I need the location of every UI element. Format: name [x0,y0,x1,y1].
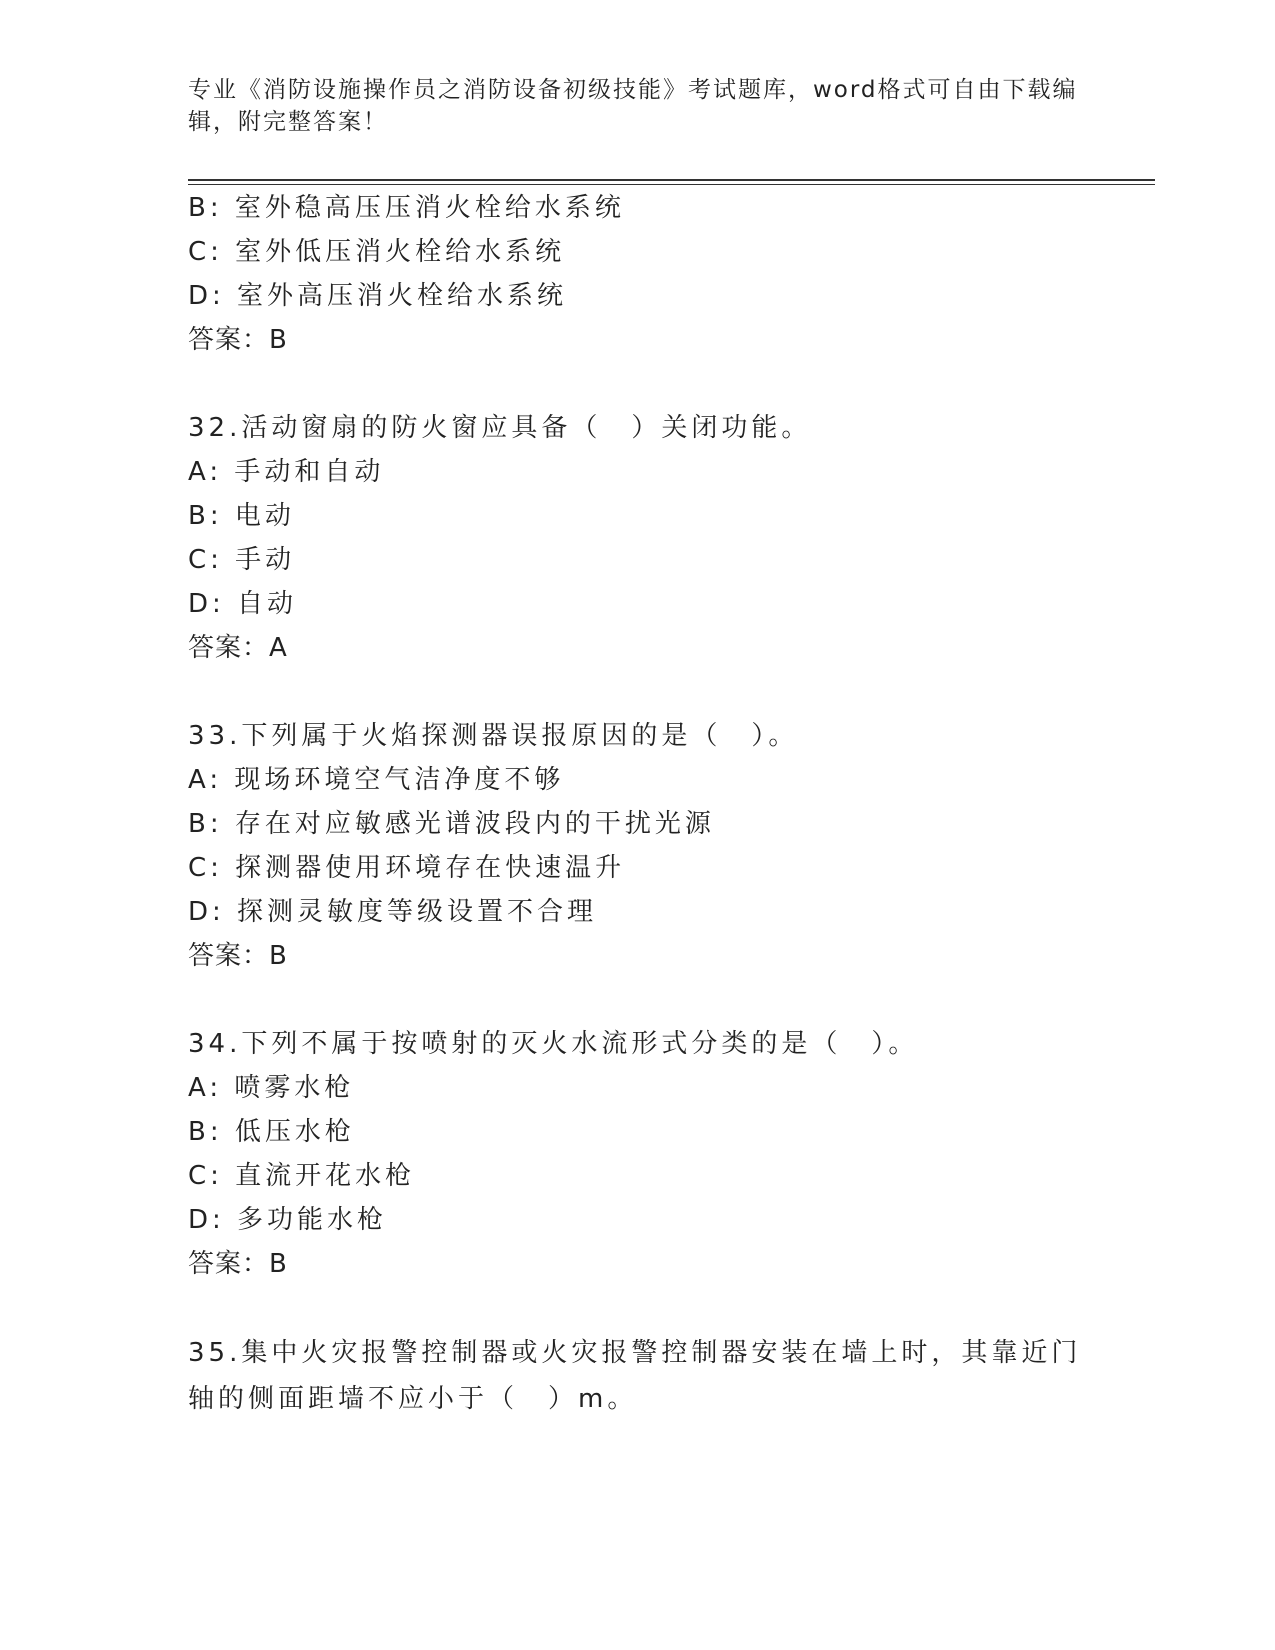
q31-option-b: B: 室外稳高压压消火栓给水系统 [188,193,625,223]
q32-answer: 答案：A [188,633,288,663]
header-divider-thin [188,184,1155,185]
q32-option-d: D: 自动 [188,589,298,619]
q32-option-b: B: 电动 [188,501,295,531]
q34-option-c: C: 直流开花水枪 [188,1161,416,1191]
q31-answer: 答案：B [188,325,288,355]
q34-question: 34.下列不属于按喷射的灭火水流形式分类的是（ ）。 [188,1029,919,1059]
q35-question: 35.集中火灾报警控制器或火灾报警控制器安装在墙上时，其靠近门轴的侧面距墙不应小于（ ）m。 [188,1338,1082,1414]
q34-answer: 答案：B [188,1249,288,1279]
q34-option-b: B: 低压水枪 [188,1117,355,1147]
header-divider-thick [188,179,1155,181]
q31-option-d: D: 室外高压消火栓给水系统 [188,281,568,311]
q34-option-a: A: 喷雾水枪 [188,1073,355,1103]
q33-question: 33.下列属于火焰探测器误报原因的是（ ）。 [188,721,799,751]
q33-option-b: B: 存在对应敏感光谱波段内的干扰光源 [188,809,715,839]
q31-option-c: C: 室外低压消火栓给水系统 [188,237,566,267]
q34-option-d: D: 多功能水枪 [188,1205,388,1235]
q32-question: 32.活动窗扇的防火窗应具备（ ）关闭功能。 [188,413,812,443]
q32-option-a: A: 手动和自动 [188,457,385,487]
document-header: 专业《消防设施操作员之消防设备初级技能》考试题库，word格式可自由下载编辑，附完整答案！ [188,77,1078,135]
q33-option-d: D: 探测灵敏度等级设置不合理 [188,897,598,927]
q33-answer: 答案：B [188,941,288,971]
q32-option-c: C: 手动 [188,545,296,575]
q33-option-a: A: 现场环境空气洁净度不够 [188,765,565,795]
q33-option-c: C: 探测器使用环境存在快速温升 [188,853,626,883]
